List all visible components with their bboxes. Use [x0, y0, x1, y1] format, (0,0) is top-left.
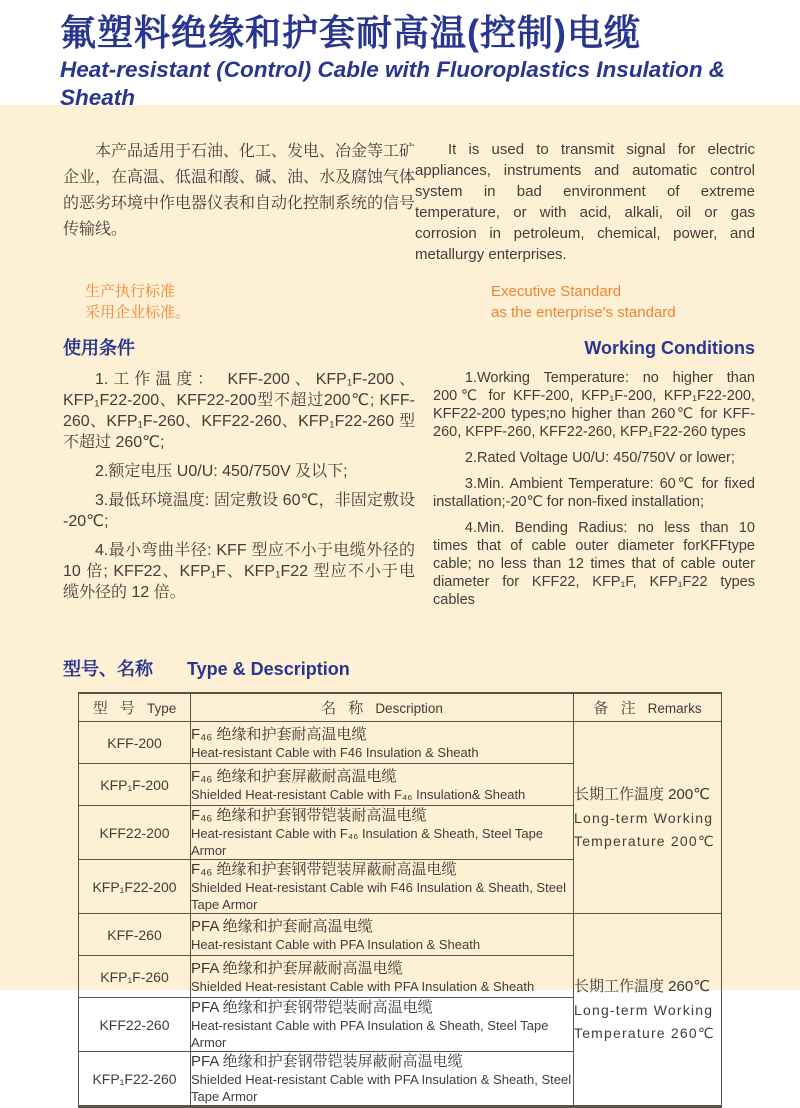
desc-cn: PFA 绝缘和护套钢带铠装耐高温电缆 — [191, 999, 433, 1016]
page-title-en: Heat-resistant (Control) Cable with Fluoroplastics Insulation & Sheath — [60, 57, 726, 110]
condition-item-en: 3.Min. Ambient Temperature: 60℃ for fixed installation;-20℃ for non-fixed installation; — [433, 476, 755, 510]
intro-paragraph-cn: 本产品适用于石油、化工、发电、冶金等工矿企业，在高温、低温和酸、碱、油、水及腐蚀气体的恶劣环境中作电器仪表和自动化控制系统的信号传输线。 — [63, 143, 416, 238]
desc-cn: F₄₆ 绝缘和护套钢带铠装耐高温电缆 — [191, 807, 427, 824]
condition-item-en: 4.Min. Bending Radius: no less than 10 times that of cable outer diameter forKFFtype cable; no less than 12 times that of cable outer diameter for KFF22, KFP₁F, KFP₁F22 types cables — [433, 520, 755, 608]
type-description-heading — [63, 657, 800, 681]
remark-en-line2: Temperature 200℃ — [574, 832, 715, 849]
executive-standard-en — [455, 281, 755, 323]
header-desc-cn: 名 称 — [321, 700, 368, 717]
standard-cn-line1: 生产执行标准 — [85, 283, 176, 300]
cell-type: KFF22-200 — [79, 806, 191, 860]
condition-item-cn: 1.工作温度： KFF-200、KFP₁F-200、KFP₁F22-200、KFF22-200型不超过200℃; KFF-260、KFP₁F-260、KFF22-260、KFP₁F22-260 型不超过 260℃; — [63, 371, 415, 451]
condition-item-en: 1.Working Temperature: no higher than 200℃ for KFF-200, KFP₁F-200, KFP₁F22-200, KFF22-200 types;no higher than 260℃ for KFF-260, KFPF-260, KFF22-260, KFP₁F22-260 types — [433, 370, 755, 440]
intro-paragraph-en: It is used to transmit signal for electric appliances, instruments and automatic control system in bad environment of extreme temperature, or with acid, alkali, oil or gas corrosion in petroleum, chemical, power, and metallurgy enterprises. — [415, 141, 755, 263]
standard-en-line1: Executive Standard — [491, 283, 622, 300]
standard-cn-line2: 采用企业标准。 — [85, 304, 191, 321]
cell-description — [191, 914, 574, 956]
condition-item-cn: 3.最低环境温度: 固定敷设 60℃，非固定敷设 -20℃; — [63, 492, 415, 530]
conditions-heading-cn: 使用条件 — [63, 338, 135, 358]
cell-description — [191, 956, 574, 998]
remark-cn: 长期工作温度 260℃ — [574, 977, 711, 995]
type-heading-en: Type & Description — [187, 659, 350, 679]
desc-cn: F₄₆ 绝缘和护套耐高温电缆 — [191, 725, 367, 743]
desc-en: Heat-resistant Cable with PFA Insulation & Sheath, Steel Tape Armor — [191, 1018, 549, 1050]
cell-type: KFP₁F-200 — [79, 764, 191, 806]
desc-cn: F₄₆ 绝缘和护套屏蔽耐高温电缆 — [191, 767, 397, 785]
desc-en: Shielded Heat-resistant Cable with PFA Insulation & Sheath — [191, 978, 535, 994]
condition-item-cn: 4.最小弯曲半径: KFF 型应不小于电缆外径的 10 倍; KFF22、KFP₁F、KFP₁F22 型应不小于电缆外径的 12 倍。 — [63, 542, 415, 601]
column-header-type — [79, 693, 191, 722]
type-description-table — [78, 692, 722, 1108]
cell-type: KFF-260 — [79, 914, 191, 956]
condition-item-cn: 2.额定电压 U0/U: 450/750V 及以下; — [95, 463, 348, 480]
table-header-row — [79, 693, 722, 722]
column-header-remarks — [574, 693, 722, 722]
standard-en-line2: as the enterprise's standard — [491, 304, 676, 321]
standard-section — [0, 281, 800, 323]
desc-en: Heat-resistant Cable with PFA Insulation & Sheath — [191, 936, 481, 952]
cell-description — [191, 1052, 574, 1107]
conditions-column-en — [433, 337, 755, 609]
cell-type: KFP₁F22-260 — [79, 1052, 191, 1107]
cell-description — [191, 722, 574, 764]
conditions-column-cn — [63, 337, 415, 609]
executive-standard-cn — [63, 281, 437, 323]
working-conditions-section — [0, 337, 800, 609]
page-header — [0, 0, 800, 110]
desc-en: Shielded Heat-resistant Cable with F₄₆ Insulation& Sheath — [191, 786, 526, 802]
desc-cn: PFA 绝缘和护套钢带铠装屏蔽耐高温电缆 — [191, 1053, 463, 1070]
cell-description — [191, 860, 574, 914]
remark-en-line2: Temperature 260℃ — [574, 1024, 715, 1041]
desc-cn: PFA 绝缘和护套屏蔽耐高温电缆 — [191, 959, 403, 977]
cell-description — [191, 764, 574, 806]
cell-description — [191, 998, 574, 1052]
type-heading-cn: 型号、名称 — [63, 659, 153, 679]
remark-cn: 长期工作温度 200℃ — [574, 785, 711, 803]
desc-en: Heat-resistant Cable with F₄₆ Insulation & Sheath, Steel Tape Armor — [191, 826, 544, 858]
table-row — [79, 722, 722, 764]
intro-section — [0, 139, 800, 265]
cell-description — [191, 806, 574, 860]
remark-en-line1: Long-term Working — [574, 809, 714, 826]
cell-type: KFF-200 — [79, 722, 191, 764]
cell-remarks-200 — [574, 722, 722, 914]
desc-cn: PFA 绝缘和护套耐高温电缆 — [191, 917, 373, 935]
desc-en: Shielded Heat-resistant Cable with PFA Insulation & Sheath, Steel Tape Armor — [191, 1072, 572, 1104]
table-row — [79, 914, 722, 956]
cell-type: KFP₁F22-200 — [79, 860, 191, 914]
header-remarks-en: Remarks — [647, 701, 702, 716]
condition-item-en: 2.Rated Voltage U0/U: 450/750V or lower; — [464, 450, 735, 466]
cell-remarks-260 — [574, 914, 722, 1107]
header-type-en: Type — [146, 701, 177, 716]
desc-en: Heat-resistant Cable with F46 Insulation & Sheath — [191, 744, 479, 760]
desc-en: Shielded Heat-resistant Cable wih F46 Insulation & Sheath, Steel Tape Armor — [191, 880, 567, 912]
header-desc-en: Description — [375, 701, 443, 716]
column-header-description — [191, 693, 574, 722]
header-remarks-cn: 备 注 — [593, 700, 640, 717]
desc-cn: F₄₆ 绝缘和护套钢带铠装屏蔽耐高温电缆 — [191, 861, 457, 878]
header-type-cn: 型 号 — [92, 700, 139, 717]
cell-type: KFP₁F-260 — [79, 956, 191, 998]
cell-type: KFF22-260 — [79, 998, 191, 1052]
remark-en-line1: Long-term Working — [574, 1001, 714, 1018]
conditions-heading-en: Working Conditions — [584, 338, 755, 358]
page-title-cn: 氟塑料绝缘和护套耐高温(控制)电缆 — [60, 12, 641, 53]
